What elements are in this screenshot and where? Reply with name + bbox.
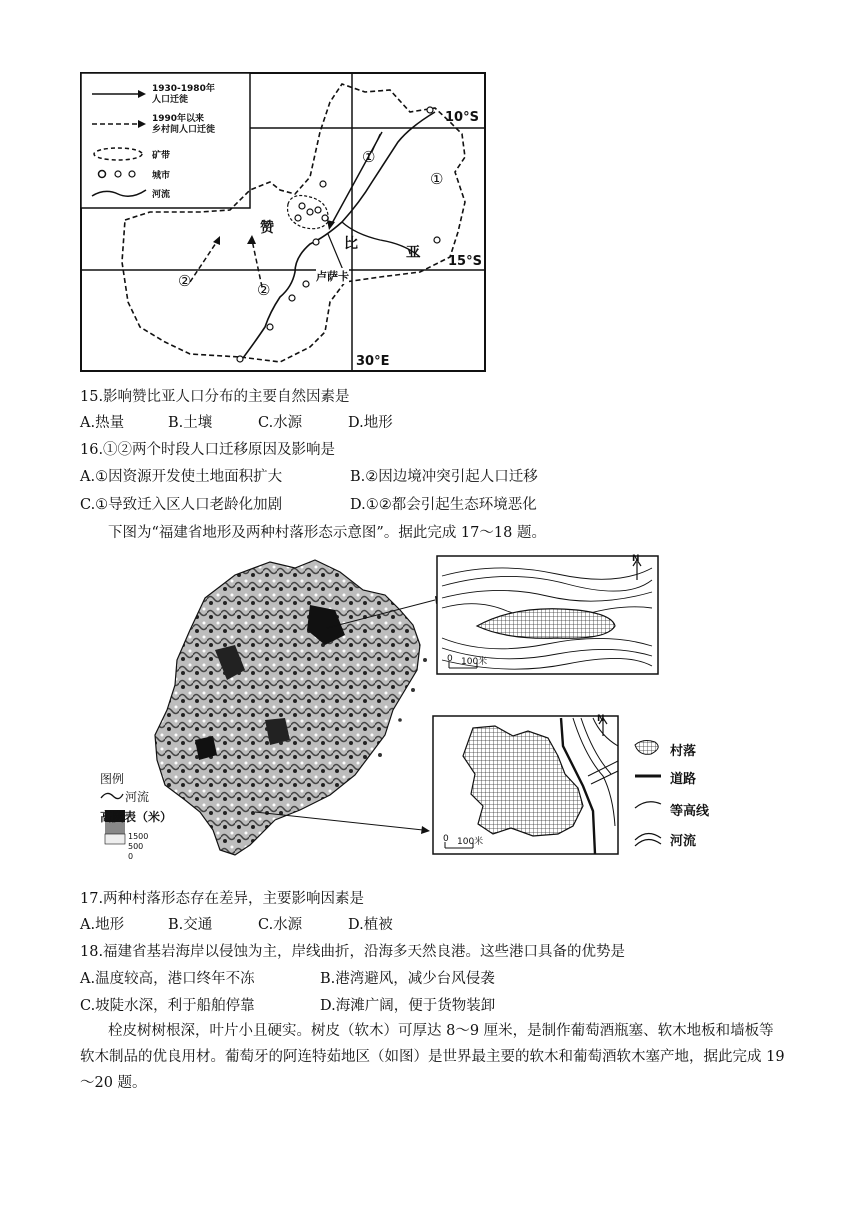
elevation-tick-500: 500 [128,842,144,851]
latitude-10s-label: 10°S [445,110,479,125]
country-char-2: 比 [344,236,358,252]
legend-label-river: 河流 [152,190,171,200]
fujian-terrain-figure [95,550,735,870]
q17-option-d: D.植被 [348,917,393,933]
inset2-scale-label: 100米 [457,837,484,847]
legend-label-migration-1990: 1990年以来 乡村间人口迁徙 [152,114,216,135]
question-18-stem: 18.福建省基岩海岸以侵蚀为主，岸线曲折，沿海多天然良港。这些港口具备的优势是 [80,944,626,960]
side-legend-road: 道路 [670,772,697,787]
legend-label-city: 城市 [152,171,171,181]
elevation-scale-title: 高度表（米） [100,810,173,824]
q16-option-b: B.②因边境冲突引起人口迁移 [350,469,538,485]
marker-1-east: ① [430,170,444,188]
longitude-30e-label: 30°E [356,354,390,369]
q18-option-c: C.坡陡水深，利于船舶停靠 [80,998,255,1014]
marker-2-west: ② [178,272,192,290]
inset2-north-label: N [597,714,605,724]
country-char-1: 赞 [260,220,274,236]
side-legend-river: 河流 [670,834,697,849]
q15-option-c: C.水源 [258,415,303,431]
fujian-legend-title: 图例 [100,772,125,786]
question-17-stem: 17.两种村落形态存在差异，主要影响因素是 [80,891,365,907]
q17-option-a: A.地形 [80,917,125,933]
zambia-map [80,72,486,372]
q18-option-d: D.海滩广阔，便于货物装卸 [320,998,496,1014]
marker-1-north: ① [362,148,376,166]
country-char-3: 亚 [406,245,420,261]
q18-option-b: B.港湾避风，减少台风侵袭 [320,971,495,987]
intro-17-18: 下图为“福建省地形及两种村落形态示意图”。据此完成 17～18 题。 [108,525,546,541]
fujian-map [95,550,735,870]
inset2-scale-zero: 0 [443,834,449,844]
side-legend-village: 村落 [670,744,697,759]
latitude-15s-label: 15°S [448,254,482,269]
q16-option-d: D.①②都会引起生态环境恶化 [350,497,537,513]
q17-option-b: B.交通 [168,917,213,933]
inset1-north-label: N [632,554,640,564]
side-legend-contour: 等高线 [670,804,710,819]
legend-label-migration-1930: 1930-1980年 人口迁徙 [152,84,215,105]
q15-option-a: A.热量 [80,415,125,431]
q15-option-d: D.地形 [348,415,393,431]
q16-option-c: C.①导致迁入区人口老龄化加剧 [80,497,283,513]
question-15-stem: 15.影响赞比亚人口分布的主要自然因素是 [80,389,350,405]
q17-option-c: C.水源 [258,917,303,933]
q16-option-a: A.①因资源开发使土地面积扩大 [80,469,283,485]
intro-19-20: 栓皮树树根深，叶片小且硬实。树皮（软木）可厚达 8～9 厘米，是制作葡萄酒瓶塞、软木地板和墙板等软木制品的优良用材。葡萄牙的阿连特茹地区（如图）是世界最主要的软木和葡萄酒软木塞产地，据此完成 19～20 题。 [80,1023,785,1091]
marker-2-center: ② [257,281,271,299]
elevation-tick-1500: 1500 [128,832,149,841]
elevation-tick-0: 0 [128,852,134,861]
legend-label-mining-belt: 矿带 [152,151,171,161]
fujian-legend-river: 河流 [125,790,150,804]
capital-label: 卢萨卡 [316,270,349,283]
question-16-stem: 16.①②两个时段人口迁移原因及影响是 [80,442,336,458]
inset1-scale-zero: 0 [447,654,453,664]
inset1-scale-label: 100米 [461,657,488,667]
q15-option-b: B.土壤 [168,415,213,431]
zambia-map-figure [80,72,486,372]
q18-option-a: A.温度较高，港口终年不冻 [80,971,255,987]
